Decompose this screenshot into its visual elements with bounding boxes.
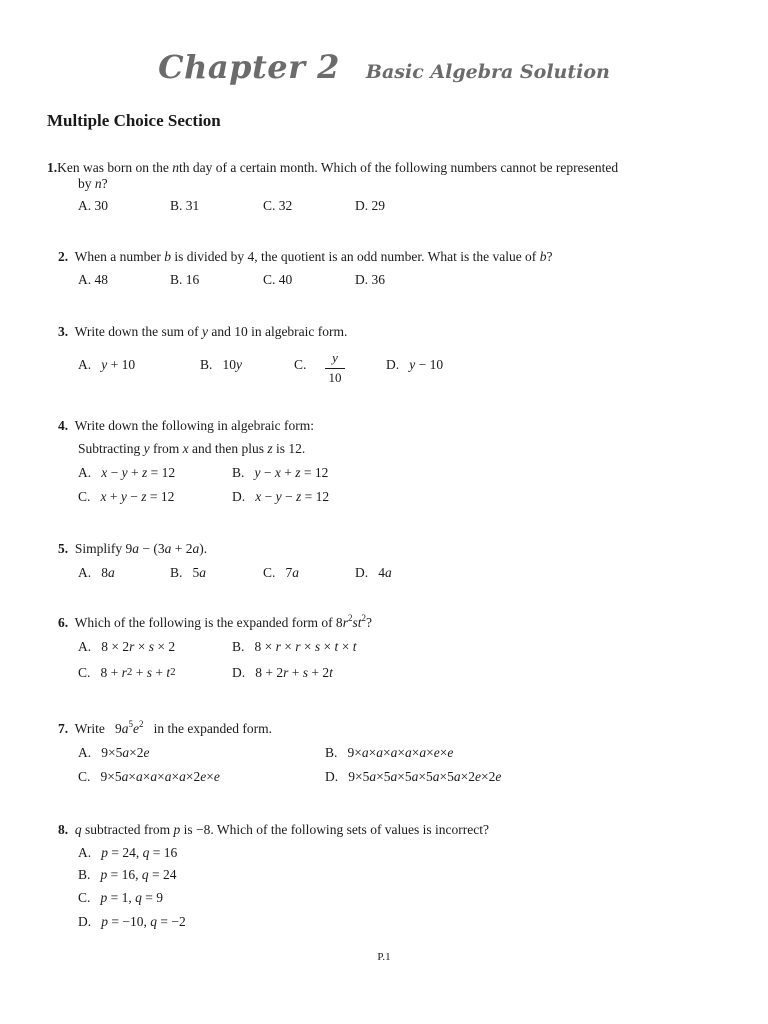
question-5-option-b[interactable]: B. 5a <box>170 565 207 580</box>
question-2-text: 2. When a number b is divided by 4, the quotient is an odd number. What is the value of b? <box>58 249 553 264</box>
question-3-text: 3. Write down the sum of y and 10 in algebraic form. <box>58 324 348 339</box>
question-4-text: 4. Write down the following in algebraic form: <box>58 418 315 433</box>
question-2-option-a[interactable]: A. 48 <box>78 272 108 287</box>
question-1-text-cont: by n? <box>78 176 108 191</box>
question-1-option-a[interactable]: A. 30 <box>78 198 108 213</box>
question-6-option-d[interactable]: D. 8 + 2r + s + 2t <box>232 665 333 680</box>
question-4-option-b[interactable]: B. y − x + z = 12 <box>232 465 329 480</box>
question-3-option-c[interactable]: C. <box>294 357 307 372</box>
question-8-text: 8. q subtracted from p is −8. Which of the following sets of values is incorrect? <box>58 822 490 837</box>
page-number: P.1 <box>377 951 391 963</box>
question-7-text: 7. Write $9a^5e^2$ in the expanded form. <box>58 718 273 736</box>
question-7-option-d[interactable]: D. 9×5a×5a×5a×5a×5a×2e×2e <box>325 769 502 784</box>
question-6-option-a[interactable]: A. 8 × 2r × s × 2 <box>78 639 176 654</box>
question-4-subtext: Subtracting y from x and then plus z is 12. <box>78 441 306 456</box>
question-4-option-d[interactable]: D. x − y − z = 12 <box>232 489 330 504</box>
question-6-text: 6. Which of the following is the expanded form of $8r^2st^2$? <box>58 612 372 630</box>
question-8-option-c[interactable]: C. p = 1, q = 9 <box>78 890 164 905</box>
question-8-option-d[interactable]: D. p = −10, q = −2 <box>78 914 186 929</box>
question-3-option-b[interactable]: B. 10y <box>200 357 243 372</box>
question-3-option-c-fraction: y 10 <box>325 350 345 386</box>
question-1-option-c[interactable]: C. 32 <box>263 198 293 213</box>
question-5-option-c[interactable]: C. 7a <box>263 565 300 580</box>
question-1-option-d[interactable]: D. 29 <box>355 198 385 213</box>
question-7-option-c[interactable]: C. 9×5a×a×a×a×a×2e×e <box>78 769 220 784</box>
chapter-title: Chapter 2 <box>158 48 340 86</box>
chapter-subtitle: Basic Algebra Solution <box>365 61 610 83</box>
question-3-option-a[interactable]: A. y + 10 <box>78 357 136 372</box>
question-5-option-d[interactable]: D. 4a <box>355 565 392 580</box>
question-7-option-b[interactable]: B. 9×a×a×a×a×a×e×e <box>325 745 454 760</box>
question-1-text: 1.Ken was born on the nth day of a certain month. Which of the following numbers cannot be represented <box>47 160 619 175</box>
question-2-option-d[interactable]: D. 36 <box>355 272 385 287</box>
question-4-option-c[interactable]: C. x + y − z = 12 <box>78 489 175 504</box>
question-5-option-a[interactable]: A. 8a <box>78 565 115 580</box>
question-6-option-c[interactable]: C. 8 + r2 + s + t2 <box>78 665 176 680</box>
question-8-option-b[interactable]: B. p = 16, q = 24 <box>78 867 177 882</box>
page-header <box>0 48 768 86</box>
question-7-option-a[interactable]: A. 9×5a×2e <box>78 745 150 760</box>
question-4-option-a[interactable]: A. x − y + z = 12 <box>78 465 176 480</box>
question-1-option-b[interactable]: B. 31 <box>170 198 200 213</box>
question-2-option-c[interactable]: C. 40 <box>263 272 293 287</box>
question-3-option-d[interactable]: D. y − 10 <box>386 357 444 372</box>
question-6-option-b[interactable]: B. 8 × r × r × s × t × t <box>232 639 357 654</box>
section-title: Multiple Choice Section <box>47 111 221 130</box>
question-2-option-b[interactable]: B. 16 <box>170 272 200 287</box>
question-5-text: 5. Simplify 9a − (3a + 2a). <box>58 541 208 556</box>
question-8-option-a[interactable]: A. p = 24, q = 16 <box>78 845 178 860</box>
